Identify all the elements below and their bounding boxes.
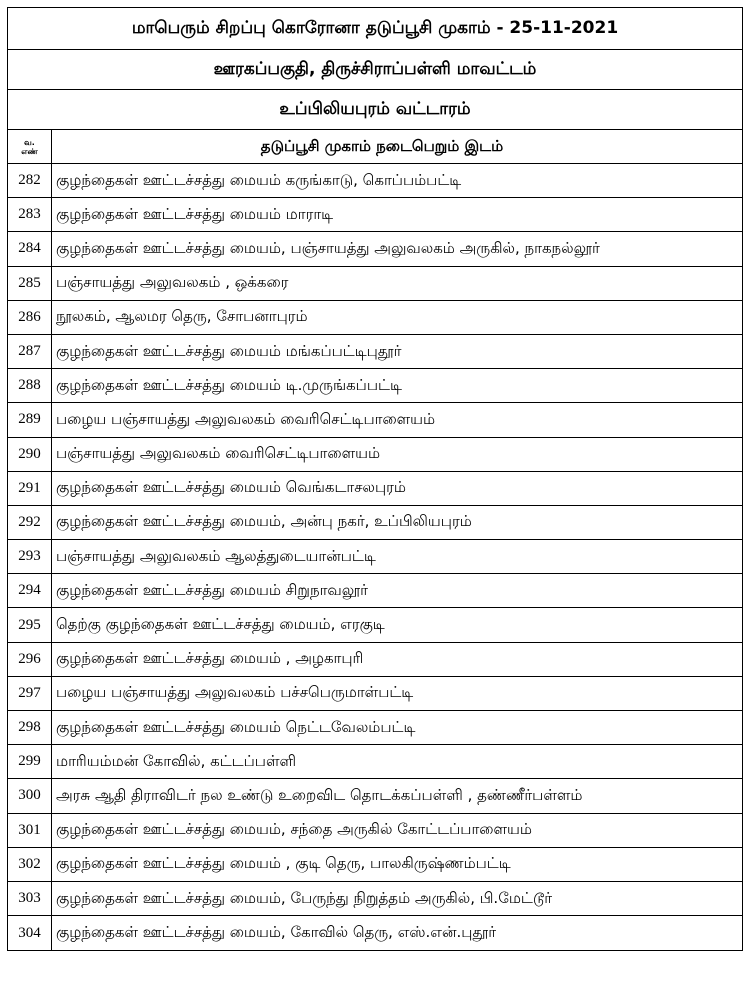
- table-row: [8, 779, 742, 813]
- place-cell: பஞ்சாயத்து அலுவலகம் வைரிசெட்டிபாளையம்: [56, 444, 381, 463]
- serial-number-cell: 302: [8, 848, 52, 881]
- serial-number-cell: 304: [8, 916, 52, 950]
- serial-number-cell: 284: [8, 232, 52, 265]
- serial-number-cell: 301: [8, 814, 52, 847]
- serial-number-cell: 296: [8, 643, 52, 676]
- place-cell: குழந்தைகள் ஊட்டச்சத்து மையம், கோவில் தெரு, எஸ்.என்.புதூர்: [56, 923, 497, 942]
- serial-number-header-line1: வ.: [24, 137, 35, 147]
- table-row: [8, 848, 742, 882]
- block-heading: உப்பிலியபுரம் வட்டாரம்: [8, 90, 742, 130]
- table-row: [8, 916, 742, 950]
- table-row: [8, 369, 742, 403]
- district-heading: ஊரகப்பகுதி, திருச்சிராப்பள்ளி மாவட்டம்: [8, 50, 742, 90]
- serial-number-cell: 290: [8, 438, 52, 471]
- place-cell: குழந்தைகள் ஊட்டச்சத்து மையம், பஞ்சாயத்து அலுவலகம் அருகில், நாகநல்லூர்: [56, 238, 600, 257]
- place-cell: பஞ்சாயத்து அலுவலகம் , ஒக்கரை: [56, 273, 289, 292]
- table-row: [8, 438, 742, 472]
- serial-number-cell: 297: [8, 677, 52, 710]
- serial-number-cell: 298: [8, 711, 52, 744]
- place-cell: குழந்தைகள் ஊட்டச்சத்து மையம் , அழகாபுரி: [56, 649, 364, 668]
- table-row: [8, 745, 742, 779]
- place-cell: பழைய பஞ்சாயத்து அலுவலகம் வைரிசெட்டிபாளையம்: [56, 409, 436, 428]
- place-cell: மாரியம்மன் கோவில், கட்டப்பள்ளி: [56, 751, 297, 770]
- serial-number-cell: 293: [8, 540, 52, 573]
- serial-number-cell: 299: [8, 745, 52, 778]
- table-row: [8, 335, 742, 369]
- serial-number-cell: 285: [8, 267, 52, 300]
- table-row: [8, 643, 742, 677]
- table-row: [8, 267, 742, 301]
- column-header-row: [8, 130, 742, 164]
- serial-number-cell: 282: [8, 164, 52, 197]
- table-row: [8, 711, 742, 745]
- serial-number-cell: 288: [8, 369, 52, 402]
- table-row: [8, 814, 742, 848]
- table-row: [8, 882, 742, 916]
- table-row: [8, 232, 742, 266]
- serial-number-header-line2: எண்: [21, 146, 38, 156]
- place-cell: தெற்கு குழந்தைகள் ஊட்டச்சத்து மையம், எரகுடி: [56, 615, 385, 634]
- place-cell: குழந்தைகள் ஊட்டச்சத்து மையம் நெட்டவேலம்பட்டி: [56, 717, 416, 736]
- serial-number-cell: 287: [8, 335, 52, 368]
- place-header: தடுப்பூசி முகாம் நடைபெறும் இடம்: [260, 136, 504, 155]
- place-cell: குழந்தைகள் ஊட்டச்சத்து மையம் சிறுநாவலூர்: [56, 580, 368, 599]
- place-cell: குழந்தைகள் ஊட்டச்சத்து மையம் , குடி தெரு, பாலகிருஷ்ணம்பட்டி: [56, 854, 511, 873]
- serial-number-cell: 283: [8, 198, 52, 231]
- place-cell: குழந்தைகள் ஊட்டச்சத்து மையம் மாராடி: [56, 204, 334, 223]
- place-cell: பழைய பஞ்சாயத்து அலுவலகம் பச்சபெருமாள்பட்டி: [56, 683, 414, 702]
- serial-number-cell: 292: [8, 506, 52, 539]
- place-cell: குழந்தைகள் ஊட்டச்சத்து மையம், சந்தை அருகில் கோட்டப்பாளையம்: [56, 820, 532, 839]
- serial-number-cell: 295: [8, 608, 52, 641]
- table-row: [8, 608, 742, 642]
- serial-number-cell: 294: [8, 574, 52, 607]
- table-row: [8, 164, 742, 198]
- table-row: [8, 403, 742, 437]
- table-row: [8, 677, 742, 711]
- table-body: [8, 164, 742, 950]
- place-cell: நூலகம், ஆலமர தெரு, சோபனாபுரம்: [56, 307, 308, 326]
- table-row: [8, 506, 742, 540]
- serial-number-cell: 289: [8, 403, 52, 436]
- place-cell: குழந்தைகள் ஊட்டச்சத்து மையம், பேருந்து நிறுத்தம் அருகில், பி.மேட்டூர்: [56, 888, 553, 907]
- table-row: [8, 540, 742, 574]
- serial-number-cell: 291: [8, 472, 52, 505]
- place-cell: குழந்தைகள் ஊட்டச்சத்து மையம் கருங்காடு, கொப்பம்பட்டி: [56, 170, 462, 189]
- table-row: [8, 198, 742, 232]
- serial-number-cell: 286: [8, 301, 52, 334]
- vaccination-camp-table: [7, 7, 743, 951]
- place-cell: அரசு ஆதி திராவிடர் நல உண்டு உறைவிட தொடக்கப்பள்ளி , தண்ணீர்பள்ளம்: [56, 785, 583, 804]
- place-cell: குழந்தைகள் ஊட்டச்சத்து மையம், அன்பு நகர், உப்பிலியபுரம்: [56, 512, 472, 531]
- serial-number-cell: 303: [8, 882, 52, 915]
- place-cell: குழந்தைகள் ஊட்டச்சத்து மையம் டி.முருங்கப்பட்டி: [56, 375, 402, 394]
- serial-number-cell: 300: [8, 779, 52, 812]
- place-cell: பஞ்சாயத்து அலுவலகம் ஆலத்துடையான்பட்டி: [56, 546, 376, 565]
- page-title: மாபெரும் சிறப்பு கொரோனா தடுப்பூசி முகாம் - 25-11-2021: [8, 8, 742, 50]
- place-cell: குழந்தைகள் ஊட்டச்சத்து மையம் மங்கப்பட்டிபுதூர்: [56, 341, 402, 360]
- table-row: [8, 472, 742, 506]
- serial-number-header: [8, 130, 52, 163]
- table-row: [8, 574, 742, 608]
- place-cell: குழந்தைகள் ஊட்டச்சத்து மையம் வெங்கடாசலபுரம்: [56, 478, 406, 497]
- table-row: [8, 301, 742, 335]
